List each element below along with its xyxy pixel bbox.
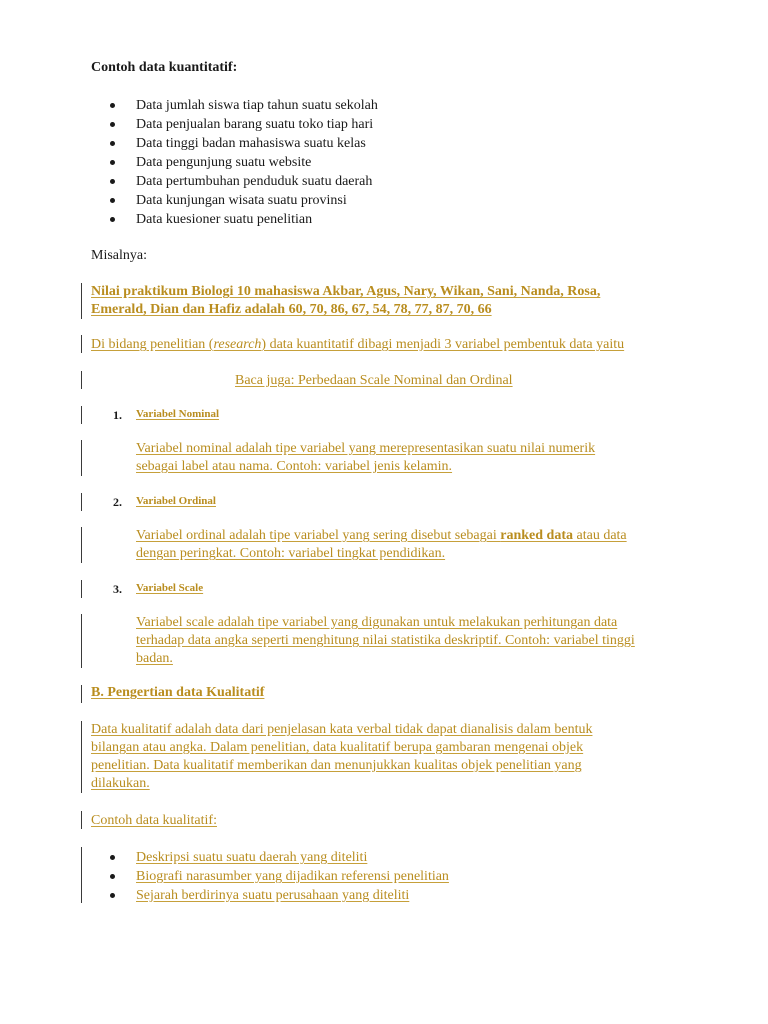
change-bar xyxy=(81,406,82,424)
list-item: Data pengunjung suatu website xyxy=(104,153,378,172)
variable-scale-description[interactable]: Variabel scale adalah tipe variabel yang digunakan untuk melakukan perhitungan data terhadap data angka seperti menghitung nilai statistika deskriptif. Contoh: variabel tinggi badan. xyxy=(136,615,635,666)
list-item: Data pertumbuhan penduduk suatu daerah xyxy=(104,172,378,191)
list-item[interactable]: Biografi narasumber yang dijadikan referensi penelitian xyxy=(104,867,449,886)
bullet-icon xyxy=(110,141,115,146)
section-heading-qualitative[interactable]: B. Pengertian data Kualitatif xyxy=(91,685,265,700)
list-item: Data kunjungan wisata suatu provinsi xyxy=(104,191,378,210)
change-bar xyxy=(81,614,82,668)
change-bar xyxy=(81,847,82,903)
change-bar xyxy=(81,721,82,793)
list-item[interactable]: Sejarah berdirinya suatu perusahaan yang diteliti xyxy=(104,886,449,905)
variable-nominal-description[interactable]: Variabel nominal adalah tipe variabel yang merepresentasikan suatu nilai numerik sebagai label atau nama. Contoh: variabel jenis kelamin. xyxy=(136,441,596,474)
bullet-icon xyxy=(110,179,115,184)
variable-number: 3. xyxy=(113,582,122,596)
bullet-icon xyxy=(110,217,115,222)
bullet-icon xyxy=(110,855,115,860)
bullet-icon xyxy=(110,103,115,108)
variable-title-ordinal[interactable]: Variabel Ordinal xyxy=(136,495,216,507)
example-paragraph[interactable] xyxy=(91,283,600,319)
change-bar xyxy=(81,283,82,319)
qualitative-examples-heading[interactable]: Contoh data kualitatif: xyxy=(91,813,217,828)
list-item[interactable]: Deskripsi suatu suatu daerah yang diteliti xyxy=(104,848,449,867)
bullet-icon xyxy=(110,893,115,898)
bullet-icon xyxy=(110,122,115,127)
change-bar xyxy=(81,493,82,511)
change-bar xyxy=(81,371,82,389)
variable-title-scale[interactable]: Variabel Scale xyxy=(136,582,204,594)
change-bar xyxy=(81,440,82,476)
example-line[interactable]: Emerald, Dian dan Hafiz adalah 60, 70, 86, 67, 54, 78, 77, 87, 70, 66 xyxy=(91,302,492,317)
change-bar xyxy=(81,685,82,703)
bullet-icon xyxy=(110,874,115,879)
ranked-data-bold[interactable]: ranked data xyxy=(500,528,573,543)
list-item: Data kuesioner suatu penelitian xyxy=(104,210,378,229)
research-emphasis[interactable]: research xyxy=(213,337,262,352)
variable-title-nominal[interactable]: Variabel Nominal xyxy=(136,408,220,420)
change-bar xyxy=(81,335,82,353)
variable-number: 2. xyxy=(113,495,122,509)
bullet-icon xyxy=(110,160,115,165)
list-item: Data penjualan barang suatu toko tiap hari xyxy=(104,115,378,134)
research-paragraph[interactable]: Di bidang penelitian (research) data kuantitatif dibagi menjadi 3 variabel pembentuk data yaitu xyxy=(91,337,625,352)
variable-number: 1. xyxy=(113,408,122,422)
qualitative-examples-list xyxy=(104,848,449,905)
bullet-icon xyxy=(110,198,115,203)
list-item: Data tinggi badan mahasiswa suatu kelas xyxy=(104,134,378,153)
misalnya-label: Misalnya: xyxy=(91,248,147,263)
qualitative-definition-paragraph[interactable]: Data kualitatif adalah data dari penjelasan kata verbal tidak dapat dianalisis dalam bentuk bilangan atau angka. Dalam penelitian, data kualitatif berupa gambaran mengenai objek penelitian. Data kualitatif memberikan dan menunjukkan kualitas objek penelitian yang dilakukan. xyxy=(91,722,593,791)
baca-juga-link[interactable]: Baca juga: Perbedaan Scale Nominal dan Ordinal xyxy=(235,373,513,388)
change-bar xyxy=(81,527,82,563)
change-bar xyxy=(81,811,82,829)
example-line[interactable]: Nilai praktikum Biologi 10 mahasiswa Akbar, Agus, Nary, Wikan, Sani, Nanda, Rosa, xyxy=(91,284,601,299)
list-item: Data jumlah siswa tiap tahun suatu sekolah xyxy=(104,96,378,115)
variable-ordinal-description[interactable]: Variabel ordinal adalah tipe variabel yang sering disebut sebagai ranked data atau data dengan peringkat. Contoh: variabel tingkat pendidikan. xyxy=(136,528,627,561)
section-heading-quantitative-examples: Contoh data kuantitatif: xyxy=(91,60,238,75)
quantitative-examples-list xyxy=(104,96,378,229)
change-bar xyxy=(81,580,82,598)
